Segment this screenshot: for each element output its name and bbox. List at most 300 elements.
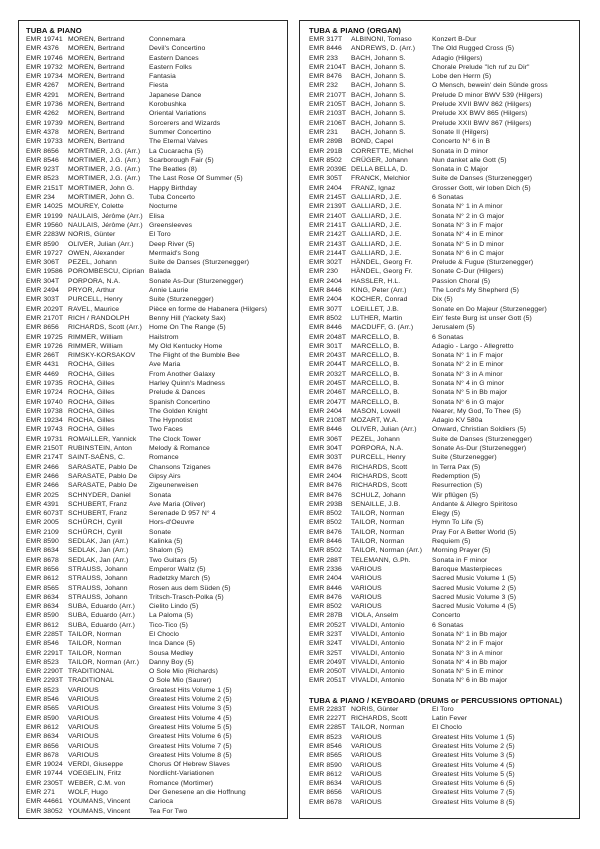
title-cell: Sonata N° 3 in A minor (432, 649, 503, 657)
catalog-row (309, 472, 579, 481)
title-cell: Sonata (149, 491, 172, 499)
catalog-section (300, 21, 579, 686)
title-cell: Suite (Sturzenegger) (432, 454, 497, 462)
composer-cell: MARCELLO, B. (351, 389, 400, 397)
title-cell: Adagio KV 580a (432, 417, 483, 425)
catalog-row (309, 416, 579, 425)
ref-cell: EMR 288T (309, 556, 343, 564)
composer-cell: ROMAILLER, Yannick (68, 435, 137, 443)
title-cell: Sonata N° 1 in A minor (432, 203, 503, 211)
catalog-section (300, 691, 579, 807)
title-cell: Andante & Allegro Spiritoso (432, 500, 518, 508)
title-cell: Sonata in F minor (432, 556, 488, 564)
catalog-row (26, 435, 287, 444)
ref-cell: EMR 2050T (309, 668, 347, 676)
composer-cell: YOUMANS, Vincent (68, 798, 131, 806)
title-cell: Prelude & Fugue (Sturzenegger) (432, 259, 534, 267)
catalog-row (26, 407, 287, 416)
ref-cell: EMR 19743 (26, 426, 63, 434)
ref-cell: EMR 2025 (26, 491, 59, 499)
title-cell: From Another Galaxy (149, 370, 216, 378)
title-cell: Chorus Of Hebrew Slaves (149, 761, 230, 769)
composer-cell: GALLIARD, J.E. (351, 231, 402, 239)
title-cell: Spanish Concertino (149, 398, 211, 406)
catalog-row (26, 695, 287, 704)
catalog-row (26, 388, 287, 397)
title-cell: Nearer, My God, To Thee (5) (432, 407, 521, 415)
catalog-row (309, 518, 579, 527)
composer-cell: BACH, Johann S. (351, 63, 406, 71)
title-cell: In Terra Pax (5) (432, 463, 481, 471)
composer-cell: GALLIARD, J.E. (351, 249, 402, 257)
title-cell: Chorale Prelude "Ich ruf zu Dir" (432, 63, 530, 71)
title-cell: 6 Sonatas (432, 333, 464, 341)
title-cell: Sonate As-Dur (Sturzenegger) (149, 277, 244, 285)
composer-cell: TAILOR, Norman (68, 649, 122, 657)
composer-cell: MOREN, Bertrand (68, 110, 125, 118)
ref-cell: EMR 2404 (309, 575, 342, 583)
section-title: TUBA & PIANO (ORGAN) (309, 26, 401, 35)
title-cell: Der Genesene an die Hoffnung (149, 789, 246, 797)
title-cell: Sonata N° 4 in G minor (432, 379, 505, 387)
ref-cell: EMR 291B (309, 147, 343, 155)
ref-cell: EMR 2029T (26, 305, 64, 313)
composer-cell: NORIS, Günter (68, 231, 116, 239)
ref-cell: EMR 19734 (26, 73, 63, 81)
catalog-row (309, 714, 579, 723)
catalog-row (26, 546, 287, 555)
catalog-row (309, 611, 579, 620)
catalog-row (26, 342, 287, 351)
title-cell: Concerto N° 6 in B (432, 138, 491, 146)
title-cell: Dix (5) (432, 296, 453, 304)
ref-cell: EMR 8502 (309, 519, 342, 527)
catalog-row (26, 295, 287, 304)
ref-cell: EMR 2283W (26, 231, 66, 239)
composer-cell: VIOLA, Anselm (351, 612, 399, 620)
composer-cell: VARIOUS (68, 714, 99, 722)
title-cell: Tritsch-Trasch-Polka (5) (149, 593, 224, 601)
title-cell: Suite (Sturzenegger) (149, 296, 214, 304)
catalog-row (309, 44, 579, 53)
ref-cell: EMR 293B (309, 500, 343, 508)
ref-cell: EMR 8612 (26, 621, 59, 629)
composer-cell: VERDI, Giuseppe (68, 761, 124, 769)
composer-cell: MARCELLO, B. (351, 379, 400, 387)
composer-cell: TAILOR, Norman (68, 640, 122, 648)
composer-cell: ROCHA, Gilles (68, 417, 115, 425)
catalog-row (26, 202, 287, 211)
catalog-row (309, 72, 579, 81)
catalog-row (309, 667, 579, 676)
title-cell: Sonata N° 2 in E minor (432, 361, 504, 369)
title-cell: Greatest Hits Volume 7 (5) (432, 789, 515, 797)
ref-cell: EMR 19739 (26, 119, 63, 127)
composer-cell: VARIOUS (68, 686, 99, 694)
title-cell: Tico-Tico (5) (149, 621, 188, 629)
composer-cell: VARIOUS (351, 575, 382, 583)
catalog-row (26, 723, 287, 732)
ref-cell: EMR 8678 (309, 798, 342, 806)
catalog-row (26, 184, 287, 193)
composer-cell: TAILOR, Norman (351, 519, 405, 527)
composer-cell: ROCHA, Gilles (68, 407, 115, 415)
composer-cell: OLIVER, Julian (Arr.) (68, 240, 134, 248)
title-cell: Konzert B-Dur (432, 36, 477, 43)
composer-cell: BACH, Johann S. (351, 54, 406, 62)
ref-cell: EMR 304T (309, 445, 343, 453)
ref-cell: EMR 8476 (309, 593, 342, 601)
composer-cell: STRAUSS, Johann (68, 593, 128, 601)
catalog-row (26, 760, 287, 769)
composer-cell: SCHUBERT, Franz (68, 510, 128, 518)
title-cell: Sonata N° 2 in F major (432, 640, 504, 648)
title-cell: Prelude XVII BWV 862 (Hilgers) (432, 101, 532, 109)
title-cell: Connemara (149, 36, 186, 43)
title-cell: Serenade D 957 N° 4 (149, 510, 216, 518)
section-title: TUBA & PIANO / KEYBOARD (DRUMS or PERCUSSIONS OPTIONAL) (309, 695, 563, 705)
composer-cell: VIVALDI, Antonio (351, 677, 405, 685)
title-cell: Devil's Concertino (149, 45, 206, 53)
composer-cell: MOREN, Bertrand (68, 73, 125, 81)
ref-cell: EMR 266T (26, 352, 60, 360)
title-cell: Greatest Hits Volume 8 (5) (149, 751, 232, 759)
catalog-row (309, 500, 579, 509)
ref-cell: EMR 19733 (26, 138, 63, 146)
title-cell: Requiem (5) (432, 538, 471, 546)
composer-cell: NAULAIS, Jérôme (Arr.) (68, 221, 143, 229)
catalog-row (26, 147, 287, 156)
ref-cell: EMR 8523 (26, 658, 59, 666)
ref-cell: EMR 19727 (26, 249, 63, 257)
catalog-row (26, 193, 287, 202)
ref-cell: EMR 923T (26, 166, 60, 174)
ref-cell: EMR 19725 (26, 333, 63, 341)
catalog-row (309, 453, 579, 462)
ref-cell: EMR 2174T (26, 454, 64, 462)
catalog-row (26, 574, 287, 583)
ref-cell: EMR 2151T (26, 184, 64, 192)
ref-cell: EMR 2305T (26, 779, 64, 787)
title-cell: Romance (149, 454, 179, 462)
title-cell: Melody & Romance (149, 445, 210, 453)
composer-cell: HÄNDEL, Georg Fr. (351, 259, 413, 267)
title-cell: Redemption (5) (432, 472, 481, 480)
ref-cell: EMR 8565 (26, 584, 59, 592)
ref-cell: EMR 44661 (26, 798, 63, 806)
catalog-row (309, 333, 579, 342)
composer-cell: SEDLAK, Jan (Arr.) (68, 547, 129, 555)
title-cell: O Mensch, bewein' dein Sünde gross (432, 82, 548, 90)
composer-cell: HASSLER, H.L. (351, 277, 401, 285)
composer-cell: LOEILLET, J.B. (351, 305, 399, 313)
composer-cell: SARASATE, Pablo De (68, 472, 138, 480)
catalog-row (309, 221, 579, 230)
composer-cell: LUTHER, Martin (351, 314, 403, 322)
ref-cell: EMR 4376 (26, 45, 59, 53)
catalog-row (309, 379, 579, 388)
title-cell: Greatest Hits Volume 3 (5) (432, 752, 515, 760)
title-cell: Greatest Hits Volume 5 (5) (432, 770, 515, 778)
catalog-row (26, 240, 287, 249)
ref-cell: EMR 8656 (26, 324, 59, 332)
title-cell: Sousa Medley (149, 649, 194, 657)
composer-cell: BACH, Johann S. (351, 82, 406, 90)
catalog-row (309, 258, 579, 267)
title-cell: Greatest Hits Volume 1 (5) (432, 733, 515, 741)
catalog-row (26, 639, 287, 648)
ref-cell: EMR 2404 (309, 184, 342, 192)
title-cell: Greatest Hits Volume 2 (5) (149, 696, 232, 704)
title-cell: The Golden Knight (149, 407, 208, 415)
composer-cell: BACH, Johann S. (351, 110, 406, 118)
composer-cell: NAULAIS, Jérôme (Arr.) (68, 212, 143, 220)
ref-cell: EMR 8446 (309, 584, 342, 592)
composer-cell: MOREN, Bertrand (68, 119, 125, 127)
composer-cell: BACH, Johann S. (351, 101, 406, 109)
catalog-row (309, 230, 579, 239)
catalog-row (309, 184, 579, 193)
title-cell: 6 Sonatas (432, 621, 464, 629)
composer-cell: TAILOR, Norman (351, 724, 405, 732)
ref-cell: EMR 4391 (26, 500, 59, 508)
ref-cell: EMR 2290T (26, 668, 64, 676)
catalog-row (309, 323, 579, 332)
title-cell: El Choclo (432, 724, 462, 732)
ref-cell: EMR 8523 (26, 175, 59, 183)
title-cell: Greatest Hits Volume 4 (5) (432, 761, 515, 769)
ref-cell: EMR 2293T (26, 677, 64, 685)
title-cell: Sacred Music Volume 1 (5) (432, 575, 517, 583)
catalog-row (26, 398, 287, 407)
composer-cell: RAVEL, Maurice (68, 305, 120, 313)
catalog-row (309, 556, 579, 565)
composer-cell: SCHUBERT, Franz (68, 500, 128, 508)
catalog-row (309, 798, 579, 807)
tuba-piano-organ-catalog-box (299, 20, 580, 819)
composer-cell: MORTIMER, John G. (68, 184, 135, 192)
catalog-row (26, 509, 287, 518)
composer-cell: VARIOUS (351, 770, 382, 778)
composer-cell: PRYOR, Arthur (68, 287, 116, 295)
ref-cell: EMR 306T (309, 435, 343, 443)
composer-cell: VARIOUS (68, 733, 99, 741)
catalog-row (26, 491, 287, 500)
composer-cell: SARASATE, Pablo De (68, 463, 138, 471)
catalog-row (309, 81, 579, 90)
composer-cell: GALLIARD, J.E. (351, 221, 402, 229)
composer-cell: STRAUSS, Johann (68, 565, 128, 573)
ref-cell: EMR 2404 (309, 277, 342, 285)
title-cell: Suite de Danses (Sturzenegger) (149, 259, 250, 267)
title-cell: Mermaid's Song (149, 249, 200, 257)
title-cell: Elegy (5) (432, 510, 461, 518)
composer-cell: TRADITIONAL (68, 668, 115, 676)
title-cell: Inca Dance (5) (149, 640, 195, 648)
composer-cell: OLIVER, Julian (Arr.) (351, 426, 417, 434)
catalog-row (309, 360, 579, 369)
ref-cell: EMR 2404 (309, 296, 342, 304)
composer-cell: TAILOR, Norman (351, 528, 405, 536)
composer-cell: SUBA, Eduardo (Arr.) (68, 621, 135, 629)
catalog-row (26, 425, 287, 434)
ref-cell: EMR 2143T (309, 240, 347, 248)
ref-cell: EMR 19234 (26, 417, 63, 425)
title-cell: My Old Kentucky Home (149, 342, 223, 350)
ref-cell: EMR 2032T (309, 370, 347, 378)
composer-cell: ROCHA, Gilles (68, 398, 115, 406)
title-cell: Nocturne (149, 203, 178, 211)
ref-cell: EMR 2404 (309, 407, 342, 415)
title-cell: Happy Birthday (149, 184, 197, 192)
catalog-row (309, 165, 579, 174)
ref-cell: EMR 19738 (26, 407, 63, 415)
composer-cell: STRAUSS, Johann (68, 575, 128, 583)
catalog-row (309, 370, 579, 379)
catalog-row (309, 742, 579, 751)
catalog-row (26, 472, 287, 481)
composer-cell: SARASATE, Pablo De (68, 482, 138, 490)
catalog-row (26, 649, 287, 658)
composer-cell: TAILOR, Norman (Arr.) (351, 547, 423, 555)
composer-cell: TAILOR, Norman (351, 538, 405, 546)
composer-cell: VARIOUS (68, 696, 99, 704)
composer-cell: GALLIARD, J.E. (351, 194, 402, 202)
ref-cell: EMR 8656 (309, 789, 342, 797)
ref-cell: EMR 8546 (26, 696, 59, 704)
ref-cell: EMR 2285T (309, 724, 347, 732)
title-cell: Oriental Variations (149, 110, 207, 118)
title-cell: Radetzky March (5) (149, 575, 211, 583)
ref-cell: EMR 19731 (26, 435, 63, 443)
composer-cell: CRÜGER, Johann (351, 156, 408, 164)
catalog-row (26, 109, 287, 118)
catalog-row (309, 407, 579, 416)
composer-cell: VARIOUS (68, 742, 99, 750)
composer-cell: GALLIARD, J.E. (351, 203, 402, 211)
composer-cell: MOREN, Bertrand (68, 54, 125, 62)
title-cell: Ave Maria (Oliver) (149, 500, 206, 508)
catalog-row (26, 314, 287, 323)
composer-cell: MOREN, Bertrand (68, 138, 125, 146)
catalog-row (309, 733, 579, 742)
ref-cell: EMR 8446 (309, 324, 342, 332)
title-cell: Sacred Music Volume 3 (5) (432, 593, 517, 601)
ref-cell: EMR 8446 (309, 538, 342, 546)
title-cell: Tea For Two (149, 807, 188, 815)
ref-cell: EMR 4262 (26, 110, 59, 118)
composer-cell: MOREN, Bertrand (68, 63, 125, 71)
composer-cell: STRAUSS, Johann (68, 584, 128, 592)
catalog-row (309, 509, 579, 518)
catalog-row (309, 528, 579, 537)
catalog-row (26, 379, 287, 388)
ref-cell: EMR 8565 (309, 752, 342, 760)
ref-cell: EMR 271 (26, 789, 56, 797)
title-cell: Sonata N° 1 in Bb major (432, 631, 508, 638)
ref-cell: EMR 2044T (309, 361, 347, 369)
ref-cell: EMR 8590 (26, 240, 59, 248)
catalog-row (26, 165, 287, 174)
title-cell: Jerusalem (5) (432, 324, 475, 332)
ref-cell: EMR 19199 (26, 212, 63, 220)
catalog-row (26, 537, 287, 546)
title-cell: Wir pflügen (5) (432, 491, 479, 499)
catalog-row (26, 249, 287, 258)
catalog-row (26, 230, 287, 239)
ref-cell: EMR 2336 (309, 565, 342, 573)
ref-cell: EMR 19726 (26, 342, 63, 350)
title-cell: Hors-d'Oeuvre (149, 519, 195, 527)
catalog-row (26, 63, 287, 72)
composer-cell: HÄNDEL, Georg Fr. (351, 268, 413, 276)
catalog-row (309, 621, 579, 630)
composer-cell: VARIOUS (351, 780, 382, 788)
ref-cell: EMR 6073T (26, 510, 64, 518)
ref-cell: EMR 2291T (26, 649, 64, 657)
composer-cell: SEDLAK, Jan (Arr.) (68, 556, 129, 564)
catalog-row (309, 705, 579, 714)
title-cell: Greensleeves (149, 221, 193, 229)
composer-cell: PORPORA, N.A. (68, 277, 121, 285)
title-cell: Sonata N° 5 in Bb major (432, 389, 508, 397)
catalog-row (309, 342, 579, 351)
title-cell: Sorcerers and Wizards (149, 119, 221, 127)
composer-cell: PURCELL, Henry (351, 454, 406, 462)
catalog-row (26, 593, 287, 602)
catalog-row (26, 174, 287, 183)
ref-cell: EMR 19740 (26, 398, 63, 406)
title-cell: Eastern Dances (149, 54, 199, 62)
title-cell: Greatest Hits Volume 8 (5) (432, 798, 515, 806)
title-cell: Zigeunerweisen (149, 482, 199, 490)
composer-cell: SCHÜRCH, Cyrill (68, 519, 123, 527)
catalog-row (26, 100, 287, 109)
title-cell: Sonata N° 4 in E minor (432, 231, 504, 239)
title-cell: Kalinka (5) (149, 538, 183, 546)
ref-cell: EMR 2043T (309, 352, 347, 360)
composer-cell: ALBINONI, Tomaso (351, 36, 412, 43)
catalog-row (309, 100, 579, 109)
title-cell: Concerto (432, 612, 461, 620)
catalog-row (309, 676, 579, 685)
catalog-row (309, 463, 579, 472)
title-cell: Hymn To Life (5) (432, 519, 484, 527)
ref-cell: EMR 19741 (26, 36, 63, 43)
catalog-row (26, 277, 287, 286)
title-cell: The Lord's My Shepherd (5) (432, 287, 520, 295)
composer-cell: VARIOUS (68, 751, 99, 759)
catalog-row (26, 221, 287, 230)
composer-cell: GALLIARD, J.E. (351, 212, 402, 220)
catalog-row (26, 602, 287, 611)
composer-cell: MOREN, Bertrand (68, 36, 125, 43)
composer-cell: POROMBESCU, Ciprian (68, 268, 145, 276)
catalog-row (26, 769, 287, 778)
ref-cell: EMR 14025 (26, 203, 63, 211)
composer-cell: PEZEL, Johann (351, 435, 400, 443)
catalog-row (26, 323, 287, 332)
ref-cell: EMR 8446 (309, 45, 342, 53)
title-cell: Fantasia (149, 73, 176, 81)
title-cell: Greatest Hits Volume 4 (5) (149, 714, 232, 722)
composer-cell: VARIOUS (68, 705, 99, 713)
catalog-row (26, 81, 287, 90)
ref-cell: EMR 287B (309, 612, 343, 620)
catalog-row (309, 277, 579, 286)
composer-cell: KOCHER, Conrad (351, 296, 408, 304)
tuba-piano-catalog-box (18, 20, 288, 819)
